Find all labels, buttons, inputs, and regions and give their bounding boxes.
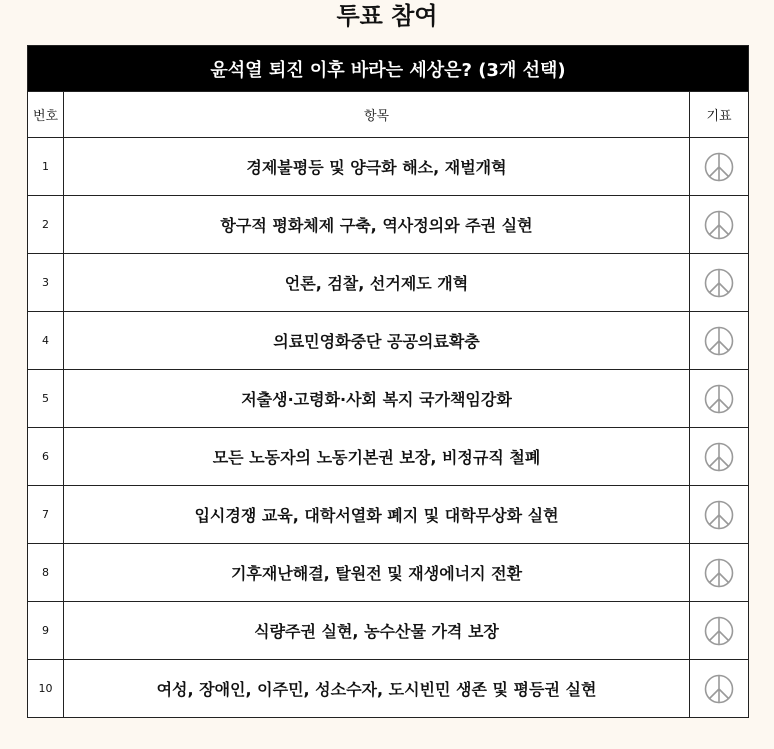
ballot-question: 윤석열 퇴진 이후 바라는 세상은? (3개 선택) xyxy=(28,46,749,92)
ballot-row xyxy=(28,428,749,486)
ballot-row xyxy=(28,544,749,602)
peace-symbol-icon xyxy=(704,210,734,240)
item-label: 의료민영화중단 공공의료확충 xyxy=(64,312,690,370)
ballot-row xyxy=(28,312,749,370)
column-header-item: 항목 xyxy=(64,92,690,138)
ballot-row xyxy=(28,602,749,660)
ballot-table xyxy=(27,45,749,718)
column-header-number: 번호 xyxy=(28,92,64,138)
item-number: 5 xyxy=(28,370,64,428)
ballot-row xyxy=(28,138,749,196)
item-number: 2 xyxy=(28,196,64,254)
ballot-row xyxy=(28,370,749,428)
peace-symbol-icon xyxy=(704,384,734,414)
item-number: 7 xyxy=(28,486,64,544)
peace-symbol-icon xyxy=(704,268,734,298)
peace-symbol-icon xyxy=(704,326,734,356)
vote-button[interactable] xyxy=(690,254,749,312)
item-label: 모든 노동자의 노동기본권 보장, 비정규직 철폐 xyxy=(64,428,690,486)
item-label: 경제불평등 및 양극화 해소, 재벌개혁 xyxy=(64,138,690,196)
vote-button[interactable] xyxy=(690,602,749,660)
item-number: 8 xyxy=(28,544,64,602)
vote-button[interactable] xyxy=(690,196,749,254)
peace-symbol-icon xyxy=(704,616,734,646)
peace-symbol-icon xyxy=(704,558,734,588)
item-label: 입시경쟁 교육, 대학서열화 폐지 및 대학무상화 실현 xyxy=(64,486,690,544)
item-number: 1 xyxy=(28,138,64,196)
item-label: 기후재난해결, 탈원전 및 재생에너지 전환 xyxy=(64,544,690,602)
vote-button[interactable] xyxy=(690,312,749,370)
vote-button[interactable] xyxy=(690,370,749,428)
vote-button[interactable] xyxy=(690,138,749,196)
item-number: 6 xyxy=(28,428,64,486)
item-number: 4 xyxy=(28,312,64,370)
vote-button[interactable] xyxy=(690,660,749,718)
vote-button[interactable] xyxy=(690,544,749,602)
ballot-row xyxy=(28,254,749,312)
item-number: 3 xyxy=(28,254,64,312)
peace-symbol-icon xyxy=(704,152,734,182)
peace-symbol-icon xyxy=(704,500,734,530)
item-number: 9 xyxy=(28,602,64,660)
item-label: 여성, 장애인, 이주민, 성소수자, 도시빈민 생존 및 평등권 실현 xyxy=(64,660,690,718)
item-label: 언론, 검찰, 선거제도 개혁 xyxy=(64,254,690,312)
ballot-row xyxy=(28,486,749,544)
peace-symbol-icon xyxy=(704,674,734,704)
ballot-row xyxy=(28,196,749,254)
item-label: 저출생·고령화·사회 복지 국가책임강화 xyxy=(64,370,690,428)
peace-symbol-icon xyxy=(704,442,734,472)
vote-button[interactable] xyxy=(690,428,749,486)
vote-button[interactable] xyxy=(690,486,749,544)
ballot-items xyxy=(28,138,749,718)
column-header-vote: 기표 xyxy=(690,92,749,138)
page-title: 투표 참여 xyxy=(336,2,438,30)
item-label: 항구적 평화체제 구축, 역사정의와 주권 실현 xyxy=(64,196,690,254)
item-number: 10 xyxy=(28,660,64,718)
item-label: 식량주권 실현, 농수산물 가격 보장 xyxy=(64,602,690,660)
ballot-row xyxy=(28,660,749,718)
header-row xyxy=(28,92,749,138)
